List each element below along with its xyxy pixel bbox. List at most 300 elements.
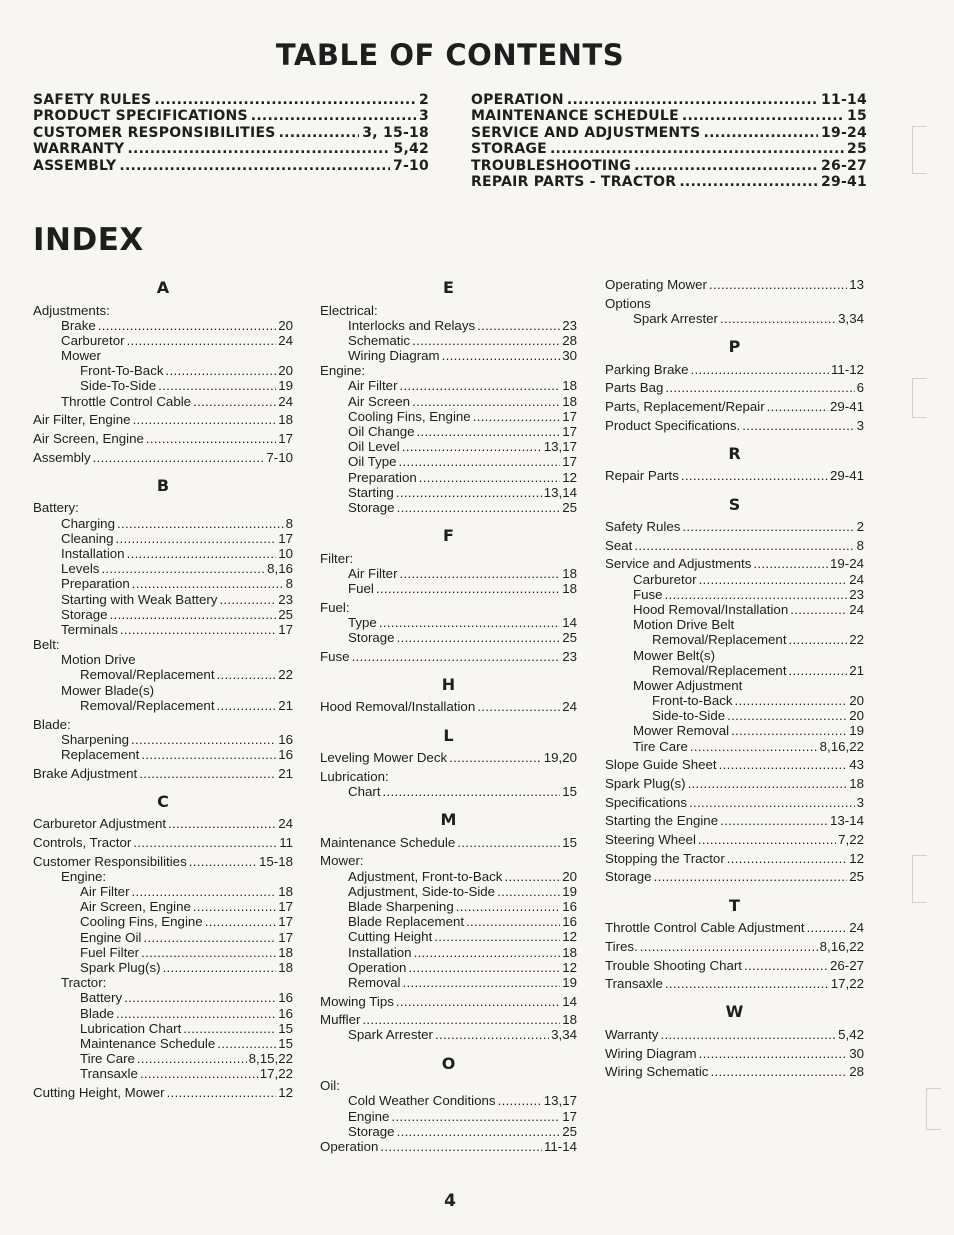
index-entry-page: 16 — [278, 731, 293, 747]
index-entry-term: Front-to-Back — [652, 693, 733, 709]
index-entry-page: 25 — [849, 869, 864, 885]
dot-leader — [163, 960, 277, 975]
index-entry — [605, 418, 864, 433]
dot-leader — [251, 108, 416, 124]
index-entry-page: 7,22 — [838, 832, 864, 848]
index-entry-page: 20 — [278, 363, 293, 379]
index-entry — [605, 795, 864, 810]
index-entry-term: Front-To-Back — [80, 363, 164, 379]
index-entry — [33, 1051, 293, 1066]
index-entry — [320, 378, 577, 393]
index-entry-page: 23 — [849, 586, 864, 602]
index-entry — [33, 717, 293, 732]
dot-leader — [400, 378, 561, 393]
dot-leader — [417, 424, 561, 439]
index-entry-term: Air Screen, Engine — [80, 899, 191, 915]
dot-leader — [435, 1027, 549, 1042]
dot-leader — [137, 1051, 247, 1066]
index-entry — [605, 1027, 864, 1042]
index-entry — [33, 914, 293, 929]
index-entry-term: Mower Adjustment — [633, 677, 743, 693]
index-letter-heading: E — [443, 278, 454, 297]
index-entry-term: Engine: — [61, 868, 107, 884]
dot-leader — [434, 929, 560, 944]
index-entry — [320, 975, 577, 990]
index-entry — [33, 766, 293, 781]
toc-entry-label: REPAIR PARTS - TRACTOR — [471, 173, 677, 190]
toc-entry — [471, 125, 867, 141]
index-letter-heading: S — [728, 494, 741, 514]
dot-leader — [790, 602, 847, 617]
index-entry-term: Installation — [61, 545, 125, 561]
dot-leader — [665, 587, 848, 602]
index-letter-heading: C — [157, 791, 169, 811]
index-entry — [320, 1027, 577, 1042]
index-entry-term: Maintenance Schedule — [320, 834, 456, 850]
dot-leader — [127, 546, 277, 561]
index-entry — [33, 854, 293, 869]
index-entry-page: 20 — [278, 317, 293, 333]
index-entry-page: 16 — [278, 990, 293, 1006]
dot-leader — [391, 1109, 560, 1124]
index-entry — [605, 380, 864, 395]
index-entry-page: 18 — [562, 944, 577, 960]
index-entry — [33, 378, 293, 393]
index-entry-page: 19 — [562, 974, 577, 990]
index-entry — [320, 303, 577, 318]
index-entry-term: Preparation — [61, 576, 130, 592]
index-entry-page: 16 — [562, 898, 577, 914]
index-entry-term: Mowing Tips — [320, 993, 394, 1009]
index-entry-page: 17 — [278, 899, 293, 915]
dot-leader — [704, 125, 818, 141]
index-letter-heading: B — [156, 475, 170, 495]
index-entry-page: 21 — [849, 662, 864, 678]
dot-leader — [132, 576, 284, 591]
index-entry-term: Belt: — [33, 637, 60, 653]
dot-leader — [498, 1093, 542, 1108]
index-entry-term: Starting with Weak Battery — [61, 591, 218, 607]
toc-entry-label: TROUBLESHOOTING — [471, 157, 632, 174]
index-entry — [33, 450, 293, 465]
index-entry — [320, 348, 577, 363]
index-entry-term: Installation — [348, 944, 412, 960]
index-entry — [33, 945, 293, 960]
index-entry — [33, 652, 293, 667]
index-entry-page: 24 — [849, 571, 864, 587]
index-entry-page: 16 — [562, 914, 577, 930]
index-entry-term: Carburetor Adjustment — [33, 816, 167, 832]
index-entry — [605, 693, 864, 708]
index-letter-group — [320, 525, 577, 664]
dot-leader — [634, 158, 818, 174]
toc-entry-page: 15 — [847, 108, 867, 125]
index-entry — [33, 732, 293, 747]
dot-leader — [116, 531, 277, 546]
index-column-3 — [605, 277, 864, 1079]
dot-leader — [141, 945, 276, 960]
index-entry — [320, 750, 577, 765]
dot-leader — [477, 318, 560, 333]
index-entry-page: 2 — [856, 519, 864, 534]
index-entry-page: 24 — [562, 699, 577, 715]
index-entry-term: Specifications — [605, 794, 688, 810]
index-entry — [320, 470, 577, 485]
index-entry — [33, 1066, 293, 1081]
index-entry-term: Cutting Height — [348, 929, 433, 945]
index-entry-term: Transaxle — [80, 1066, 138, 1082]
index-entry-term: Muffler — [320, 1012, 361, 1028]
dot-leader — [640, 939, 818, 954]
dot-leader — [397, 500, 561, 515]
index-entry-term: Electrical: — [320, 302, 378, 318]
dot-leader — [634, 538, 854, 553]
index-entry-page: 13-14 — [829, 813, 864, 829]
dot-leader — [412, 394, 560, 409]
dot-leader — [352, 649, 561, 664]
index-entry-term: Type — [348, 614, 377, 630]
dot-leader — [376, 581, 560, 596]
index-entry-term: Storage — [348, 630, 395, 646]
index-entry — [33, 516, 293, 531]
index-entry — [320, 600, 577, 615]
index-entry-page: 20 — [849, 708, 864, 724]
index-entry — [605, 678, 864, 693]
dot-leader — [665, 976, 829, 991]
dot-leader — [143, 930, 276, 945]
index-entry-term: Spark Arrester — [633, 310, 718, 326]
index-entry-term: Fuel Filter — [80, 944, 140, 960]
index-entry — [605, 813, 864, 828]
dot-leader — [477, 699, 560, 714]
index-entry-term: Removal/Replacement — [652, 662, 787, 678]
index-entry — [33, 303, 293, 318]
index-entry — [33, 835, 293, 850]
index-entry-page: 17,22 — [830, 976, 864, 992]
index-entry — [33, 975, 293, 990]
dot-leader — [767, 399, 828, 414]
dot-leader — [133, 412, 277, 427]
dot-leader — [466, 914, 560, 929]
index-entry — [320, 566, 577, 581]
index-entry-page: 25 — [562, 630, 577, 646]
index-entry-term: Filter: — [320, 550, 354, 566]
dot-leader — [127, 141, 390, 157]
toc-entry — [33, 125, 429, 141]
toc-entry — [471, 174, 867, 190]
index-entry-page: 17 — [562, 454, 577, 470]
index-entry — [605, 708, 864, 723]
index-entry-term: Preparation — [348, 469, 417, 485]
dot-leader — [380, 1139, 542, 1154]
index-entry-term: Air Filter — [348, 378, 398, 394]
index-entry-term: Side-To-Side — [80, 378, 157, 394]
toc-left-column — [33, 92, 429, 174]
index-entry-term: Warranty — [605, 1026, 659, 1042]
index-entry — [605, 648, 864, 663]
index-entry-term: Cooling Fins, Engine — [348, 408, 471, 424]
page-number: 4 — [444, 1191, 456, 1211]
index-letter-heading: L — [443, 725, 454, 745]
index-entry-term: Oil Type — [348, 454, 397, 470]
index-entry — [33, 816, 293, 831]
index-entry — [320, 699, 577, 714]
index-entry-page: 30 — [562, 348, 577, 364]
index-entry-term: Fuel: — [320, 599, 350, 615]
index-entry-page: 19 — [849, 723, 864, 739]
index-entry — [33, 747, 293, 762]
index-entry-page: 22 — [278, 667, 293, 683]
index-entry — [320, 409, 577, 424]
index-entry-page: 14 — [562, 614, 577, 630]
dot-leader — [789, 663, 848, 678]
index-entry — [33, 531, 293, 546]
index-letter-group — [605, 443, 864, 484]
index-entry-page: 8,16,22 — [819, 938, 864, 954]
index-letter-group — [320, 1053, 577, 1154]
index-entry-term: Parking Brake — [605, 361, 689, 377]
toc-entry-label: WARRANTY — [33, 141, 125, 158]
dot-leader — [719, 757, 848, 772]
index-entry-term: Wiring Diagram — [605, 1045, 697, 1061]
index-entry-page: 24 — [849, 920, 864, 936]
index-entry-page: 7-10 — [266, 449, 293, 465]
index-entry-page: 10 — [278, 545, 293, 561]
index-entry-term: Trouble Shooting Chart — [605, 957, 742, 973]
index-entry-page: 17 — [562, 424, 577, 439]
index-entry — [33, 348, 293, 363]
index-entry-term: Battery — [80, 990, 123, 1006]
index-entry — [605, 757, 864, 772]
index-entry — [605, 617, 864, 632]
index-letter-heading: T — [729, 895, 740, 915]
index-entry — [605, 976, 864, 991]
index-entry-page: 17 — [278, 914, 293, 930]
index-title: INDEX — [33, 222, 144, 258]
index-entry-term: Hood Removal/Installation — [633, 601, 789, 617]
index-entry — [33, 960, 293, 975]
index-entry-term: Brake Adjustment — [33, 765, 138, 781]
index-entry-term: Carburetor — [61, 332, 125, 348]
index-letter-group — [605, 494, 864, 885]
dot-leader — [456, 899, 560, 914]
index-entry — [320, 439, 577, 454]
index-entry — [320, 899, 577, 914]
index-entry-page: 26-27 — [829, 957, 864, 973]
toc-entry-label: ASSEMBLY — [33, 157, 117, 174]
dot-leader — [141, 747, 276, 762]
index-entry — [605, 468, 864, 483]
index-entry-page: 18 — [278, 884, 293, 899]
index-entry — [33, 431, 293, 446]
index-letter-heading: W — [725, 1002, 744, 1022]
index-entry — [320, 929, 577, 944]
index-entry-term: Seat — [605, 537, 633, 553]
dot-leader — [132, 884, 277, 899]
index-entry-page: 21 — [278, 697, 293, 713]
index-entry — [320, 394, 577, 409]
index-entry-page: 3 — [856, 417, 864, 433]
toc-entry-label: PRODUCT SPECIFICATIONS — [33, 108, 248, 125]
toc-entry — [471, 141, 867, 157]
dot-leader — [550, 141, 844, 157]
index-entry-page: 18 — [562, 393, 577, 409]
index-entry-page: 25 — [278, 606, 293, 622]
index-entry-term: Oil: — [320, 1078, 340, 1094]
index-entry — [33, 592, 293, 607]
dot-leader — [660, 1027, 836, 1042]
index-entry — [33, 899, 293, 914]
index-entry-page: 8 — [285, 576, 293, 592]
index-entry — [33, 607, 293, 622]
index-entry-page: 8,15,22 — [248, 1051, 293, 1067]
index-entry — [605, 723, 864, 738]
index-entry-term: Operation — [348, 959, 407, 975]
index-entry-term: Mower Blade(s) — [61, 682, 155, 698]
toc-entry — [471, 158, 867, 174]
index-entry-term: Cold Weather Conditions — [348, 1093, 496, 1109]
index-entry — [320, 630, 577, 645]
index-letter-heading: R — [728, 443, 741, 463]
index-letter-group — [320, 277, 577, 515]
index-entry-page: 11 — [279, 834, 293, 850]
dot-leader — [679, 174, 818, 190]
index-entry-term: Mower: — [320, 853, 364, 869]
toc-entry-page: 3, 15-18 — [362, 124, 429, 141]
dot-leader — [98, 318, 276, 333]
index-entry-term: Removal/Replacement — [652, 632, 787, 648]
toc-entry-label: MAINTENANCE SCHEDULE — [471, 108, 679, 125]
index-entry — [605, 602, 864, 617]
index-entry-term: Cleaning — [61, 530, 114, 546]
index-entry-page: 24 — [278, 393, 293, 409]
index-entry-page: 17 — [278, 621, 293, 637]
index-entry-term: Cooling Fins, Engine — [80, 914, 203, 930]
index-entry-page: 12 — [562, 929, 577, 945]
index-entry-term: Steering Wheel — [605, 832, 696, 848]
dot-leader — [402, 439, 542, 454]
index-entry — [33, 363, 293, 378]
index-entry-term: Fuse — [633, 586, 663, 602]
index-entry-term: Tires. — [605, 938, 638, 954]
index-entry-term: Controls, Tractor — [33, 834, 132, 850]
dot-leader — [654, 869, 848, 884]
dot-leader — [397, 630, 561, 645]
toc-entry-page: 29-41 — [820, 173, 867, 190]
dot-leader — [688, 776, 848, 791]
index-entry-term: Battery: — [33, 500, 79, 516]
index-entry — [320, 960, 577, 975]
index-entry — [605, 1064, 864, 1079]
toc-entry-page: 26-27 — [820, 157, 867, 174]
index-entry-page: 25 — [562, 1123, 577, 1139]
index-entry — [320, 551, 577, 566]
index-entry-page: 3,34 — [838, 310, 864, 326]
dot-leader — [396, 485, 542, 500]
index-entry-term: Operation — [320, 1138, 379, 1154]
index-entry-page: 16 — [278, 746, 293, 762]
index-entry-page: 15 — [562, 834, 577, 850]
dot-leader — [710, 1064, 847, 1079]
index-entry — [320, 1012, 577, 1027]
index-letter-group — [320, 809, 577, 1042]
index-entry-term: Starting — [348, 484, 394, 500]
index-entry-term: Parts, Replacement/Repair — [605, 398, 765, 414]
index-entry-page: 3 — [856, 794, 864, 810]
index-entry-page: 3,34 — [551, 1027, 577, 1043]
index-entry-term: Schematic — [348, 332, 411, 348]
index-entry-term: Parts Bag — [605, 380, 664, 396]
dot-leader — [166, 363, 277, 378]
index-entry-term: Transaxle — [605, 976, 663, 992]
index-entry-page: 15-18 — [258, 853, 293, 869]
dot-leader — [139, 766, 276, 781]
index-entry-page: 13 — [849, 277, 864, 292]
dot-leader — [744, 958, 828, 973]
dot-leader — [219, 592, 276, 607]
index-entry — [320, 454, 577, 469]
index-entry — [320, 835, 577, 850]
index-entry — [320, 318, 577, 333]
index-entry-term: Blade Replacement — [348, 914, 465, 930]
index-entry — [320, 1078, 577, 1093]
index-entry-term: Air Screen — [348, 393, 411, 409]
index-entry-term: Mower Belt(s) — [633, 647, 716, 663]
toc-entry-label: SAFETY RULES — [33, 92, 152, 108]
index-letter-group — [320, 674, 577, 715]
toc-entry — [33, 92, 429, 108]
dot-leader — [168, 816, 276, 831]
index-entry — [605, 939, 864, 954]
index-entry-page: 22 — [849, 632, 864, 648]
dot-leader — [720, 311, 836, 326]
index-entry — [33, 318, 293, 333]
dot-leader — [731, 723, 847, 738]
dot-leader — [93, 450, 265, 465]
index-entry-page: 18 — [562, 378, 577, 394]
toc-title: TABLE OF CONTENTS — [275, 38, 625, 72]
index-entry-page: 24 — [278, 816, 293, 832]
index-entry-term: Spark Plug(s) — [605, 776, 686, 791]
index-entry — [320, 615, 577, 630]
dot-leader — [789, 632, 848, 647]
index-entry — [605, 1046, 864, 1061]
index-entry-term: Engine: — [320, 363, 366, 379]
index-entry-term: Motion Drive — [61, 652, 136, 668]
dot-leader — [101, 561, 265, 576]
index-entry — [605, 311, 864, 326]
index-letter-group — [605, 1001, 864, 1079]
index-entry — [33, 576, 293, 591]
index-entry — [33, 1036, 293, 1051]
index-entry-term: Service and Adjustments — [605, 556, 752, 572]
index-entry-term: Removal — [348, 974, 401, 990]
index-entry-page: 6 — [856, 380, 864, 396]
index-letter-heading: F — [443, 526, 454, 546]
index-letter-group — [605, 895, 864, 992]
index-entry-page: 28 — [849, 1064, 864, 1080]
index-entry-term: Fuel — [348, 581, 374, 596]
index-entry — [33, 884, 293, 899]
index-entry — [605, 869, 864, 884]
dot-leader — [217, 698, 277, 713]
dot-leader — [217, 1036, 276, 1051]
index-entry — [605, 739, 864, 754]
dot-leader — [691, 362, 829, 377]
index-entry-term: Brake — [61, 317, 96, 333]
index-entry-term: Levels — [61, 561, 100, 577]
dot-leader — [127, 333, 277, 348]
